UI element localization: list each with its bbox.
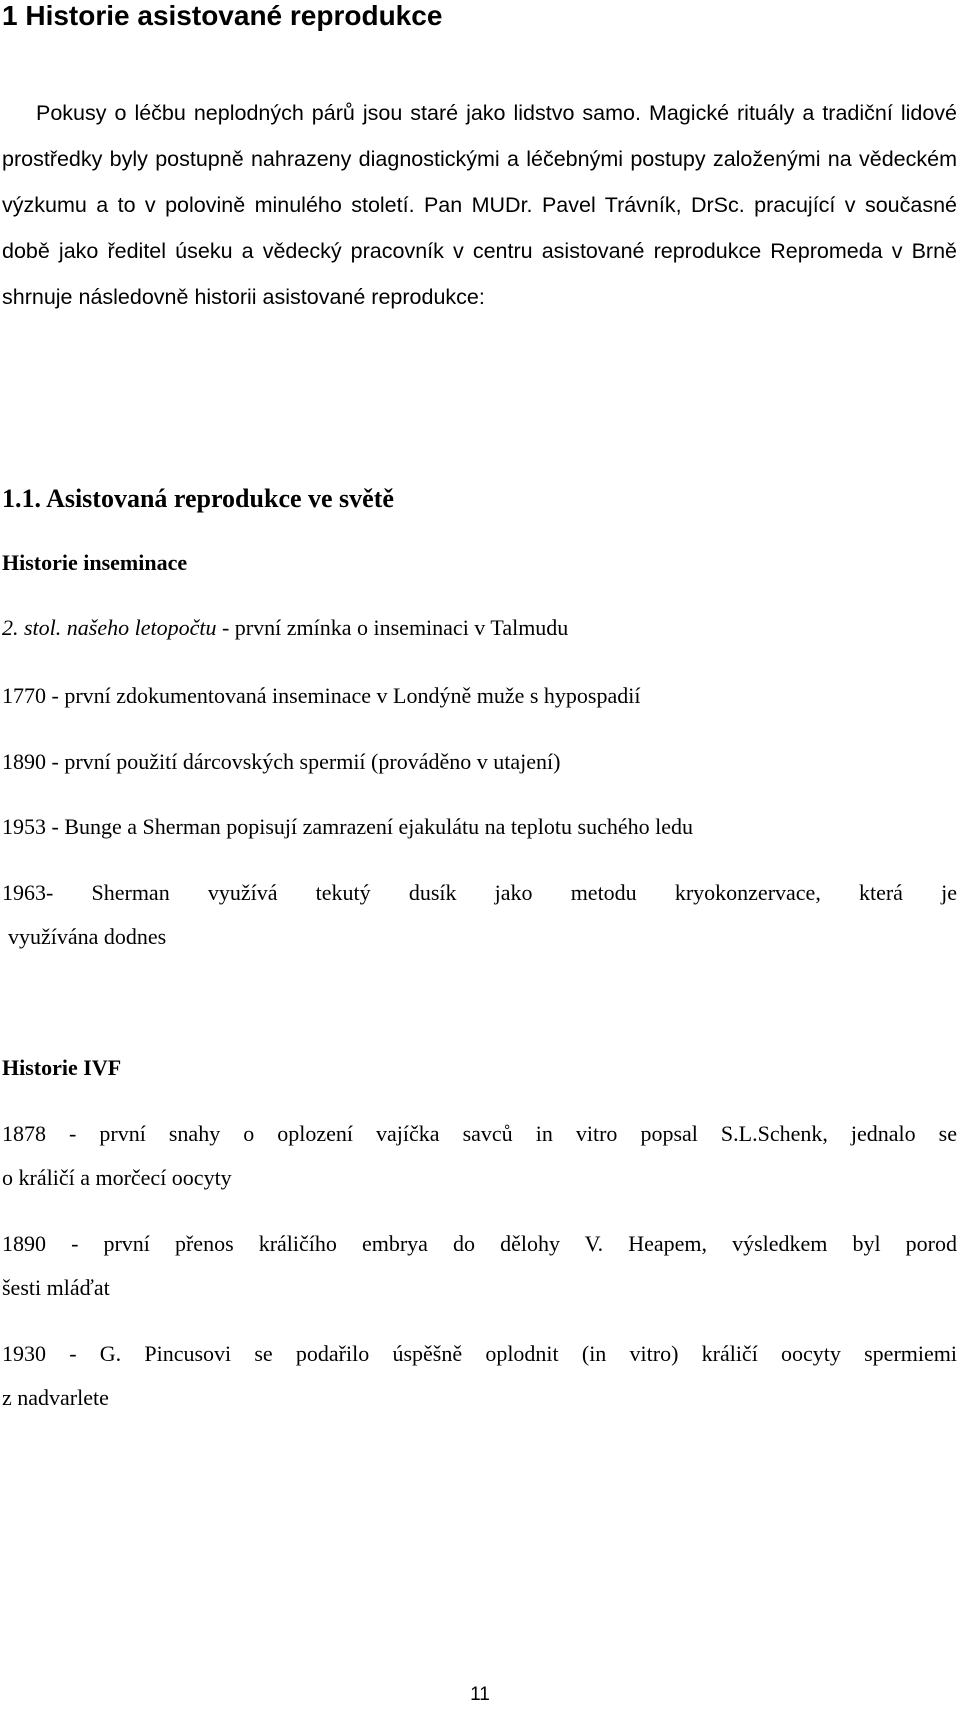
ivf-history-heading: Historie IVF: [2, 1055, 122, 1080]
entry-line: 1963- Sherman využívá tekutý dusík jako metodu kryokonzervace, která je: [2, 880, 957, 905]
entry-text: - první zmínka o inseminaci v Talmudu: [216, 615, 569, 640]
section-heading: 1.1. Asistovaná reprodukce ve světě: [2, 484, 394, 513]
entry-line: 1890 - první přenos králičího embrya do dělohy V. Heapem, výsledkem byl porod: [2, 1231, 957, 1256]
entry-line: 1878 - první snahy o oplození vajíčka savců in vitro popsal S.L.Schenk, jednalo se: [2, 1121, 957, 1146]
entry-line: 1930 - G. Pincusovi se podařilo úspěšně oplodnit (in vitro) králičí oocyty spermiemi: [2, 1341, 957, 1366]
insemination-entry-talmud: [2, 604, 957, 652]
insemination-entry-1890: 1890 - první použití dárcovských spermií (prováděno v utajení): [2, 749, 561, 774]
entry-continuation: šesti mláďat: [2, 1275, 110, 1300]
ivf-entry-1930: [2, 1330, 957, 1422]
insemination-entry-1953: 1953 - Bunge a Sherman popisují zamrazení ejakulátu na teplotu suchého ledu: [2, 814, 693, 839]
chapter-heading: 1 Historie asistované reprodukce: [2, 0, 443, 31]
ivf-entry-1878: [2, 1110, 957, 1202]
entry-continuation: z nadvarlete: [2, 1385, 109, 1410]
entry-date-italic: 2. stol. našeho letopočtu: [2, 615, 217, 640]
intro-paragraph: Pokusy o léčbu neplodných párů jsou staré jako lidstvo samo. Magické rituály a tradiční lidové prostředky byly postupně nahrazeny diagnostickými a léčebnými postupy založenými na vědeckém výzkumu a to v polovině minulého století. Pan MUDr. Pavel Trávník, DrSc. pracující v současné době jako ředitel úseku a vědecký pracovník v centru asistované reprodukce Repromeda v Brně shrnuje následovně historii asistované reprodukce:: [2, 101, 957, 309]
insemination-entry-1770: 1770 - první zdokumentovaná inseminace v Londýně muže s hypospadií: [2, 683, 641, 708]
entry-continuation: využívána dodnes: [8, 924, 167, 949]
entry-continuation: o králičí a morčecí oocyty: [2, 1165, 232, 1190]
insemination-entry-1963: [2, 869, 957, 961]
ivf-entry-1890: [2, 1220, 957, 1312]
insemination-history-heading: Historie inseminace: [2, 550, 188, 575]
page-number: 11: [470, 1684, 490, 1705]
